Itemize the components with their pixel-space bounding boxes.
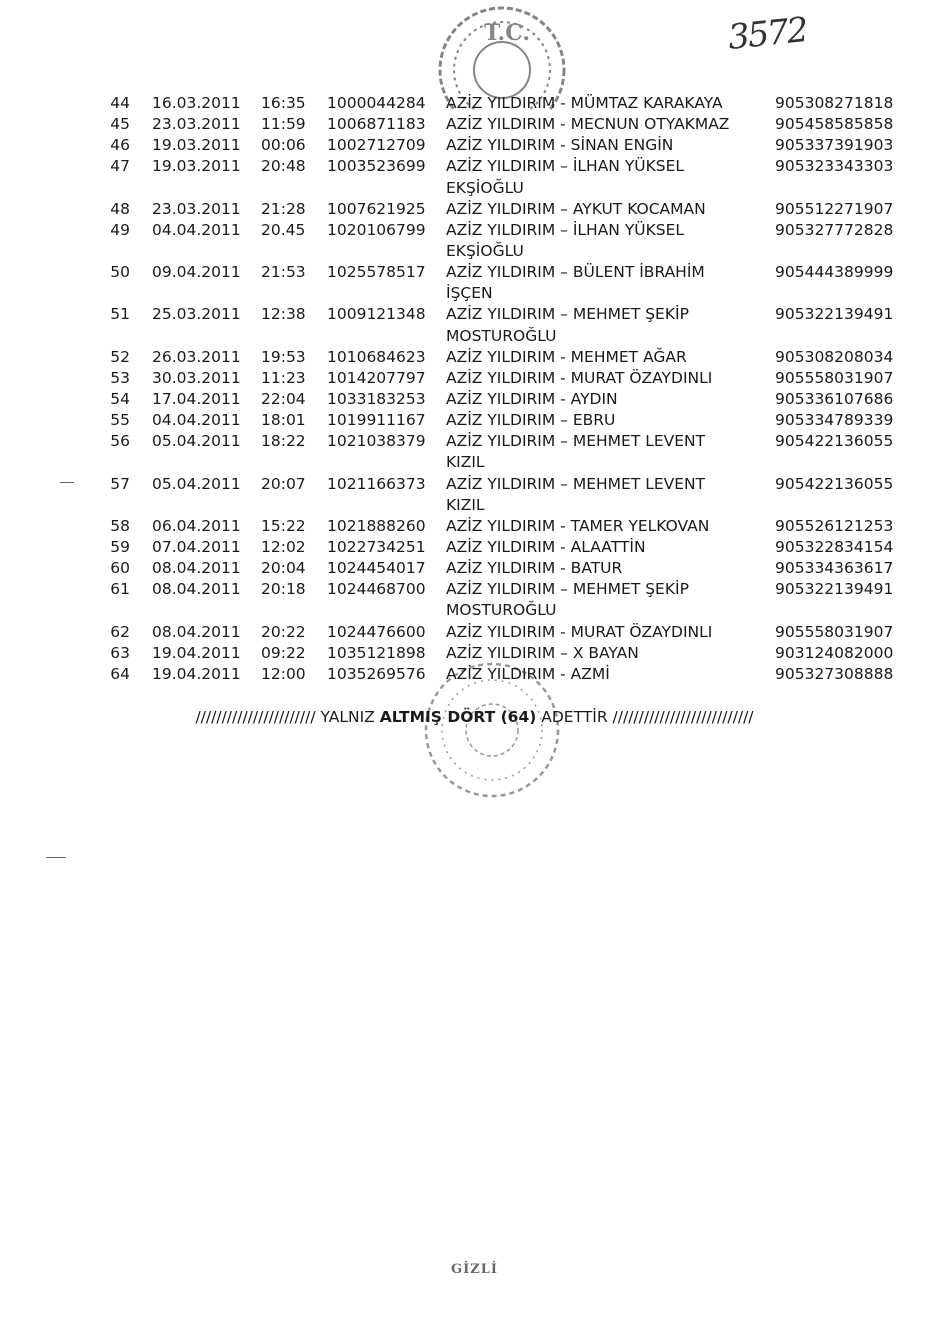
record-date: 25.03.2011 bbox=[152, 305, 241, 324]
record-row bbox=[100, 156, 900, 177]
record-number: 49 bbox=[110, 220, 130, 239]
record-date: 19.04.2011 bbox=[152, 664, 241, 683]
margin-mark bbox=[46, 857, 66, 858]
record-row-continuation bbox=[100, 495, 900, 516]
record-id: 1035269576 bbox=[327, 664, 426, 683]
record-row bbox=[100, 431, 900, 452]
record-row bbox=[100, 516, 900, 537]
record-names: AZİZ YILDIRIM - SİNAN ENGİN bbox=[446, 136, 674, 155]
record-time: 20:22 bbox=[261, 622, 306, 641]
record-names: AZİZ YILDIRIM – MEHMET ŞEKİP bbox=[446, 305, 689, 324]
record-time: 00:06 bbox=[261, 136, 306, 155]
record-id: 1020106799 bbox=[327, 220, 426, 239]
record-phone: 905334789339 bbox=[775, 411, 894, 430]
record-date: 19.03.2011 bbox=[152, 157, 241, 176]
record-row bbox=[100, 410, 900, 431]
record-id: 1014207797 bbox=[327, 368, 426, 387]
record-phone: 905526121253 bbox=[775, 516, 894, 535]
record-id: 1024454017 bbox=[327, 559, 426, 578]
record-row-continuation bbox=[100, 178, 900, 199]
record-names-continuation: EKŞİOĞLU bbox=[446, 178, 524, 197]
record-date: 23.03.2011 bbox=[152, 115, 241, 134]
record-id: 1035121898 bbox=[327, 643, 426, 662]
record-phone: 905444389999 bbox=[775, 263, 894, 282]
record-row bbox=[100, 304, 900, 325]
record-time: 20:48 bbox=[261, 157, 306, 176]
record-number: 60 bbox=[110, 559, 130, 578]
record-phone: 905323343303 bbox=[775, 157, 894, 176]
record-row bbox=[100, 558, 900, 579]
record-phone: 905422136055 bbox=[775, 474, 894, 493]
record-number: 46 bbox=[110, 136, 130, 155]
record-number: 54 bbox=[110, 389, 130, 408]
record-id: 1033183253 bbox=[327, 389, 426, 408]
summary-count: ALTMIŞ DÖRT (64) bbox=[379, 708, 537, 726]
record-names: AZİZ YILDIRIM - BATUR bbox=[446, 559, 623, 578]
record-time: 20:18 bbox=[261, 580, 306, 599]
record-names: AZİZ YILDIRIM - MECNUN OTYAKMAZ bbox=[446, 115, 730, 134]
record-names: AZİZ YILDIRIM - MÜMTAZ KARAKAYA bbox=[446, 94, 723, 112]
record-row bbox=[100, 199, 900, 220]
record-phone: 905327772828 bbox=[775, 220, 894, 239]
record-number: 58 bbox=[110, 516, 130, 535]
record-names: AZİZ YILDIRIM – MEHMET LEVENT bbox=[446, 474, 706, 493]
record-id: 1024476600 bbox=[327, 622, 426, 641]
record-id: 1002712709 bbox=[327, 136, 426, 155]
record-phone: 905336107686 bbox=[775, 389, 894, 408]
record-row-continuation bbox=[100, 283, 900, 304]
record-time: 22:04 bbox=[261, 389, 306, 408]
record-names: AZİZ YILDIRIM - MURAT ÖZAYDINLI bbox=[446, 368, 713, 387]
record-names: AZİZ YILDIRIM - TAMER YELKOVAN bbox=[446, 516, 710, 535]
margin-mark bbox=[60, 482, 74, 483]
record-row bbox=[100, 579, 900, 600]
record-row bbox=[100, 114, 900, 135]
record-names: AZİZ YILDIRIM – İLHAN YÜKSEL bbox=[446, 220, 685, 239]
record-names: AZİZ YILDIRIM – MEHMET ŞEKİP bbox=[446, 580, 689, 599]
record-id: 1010684623 bbox=[327, 347, 426, 366]
record-row bbox=[100, 135, 900, 156]
record-time: 11:23 bbox=[261, 368, 306, 387]
record-row bbox=[100, 664, 900, 685]
record-row bbox=[100, 220, 900, 241]
record-time: 20:07 bbox=[261, 474, 306, 493]
record-id: 1000044284 bbox=[327, 94, 426, 112]
record-phone: 905558031907 bbox=[775, 622, 894, 641]
record-date: 04.04.2011 bbox=[152, 411, 241, 430]
record-time: 19:53 bbox=[261, 347, 306, 366]
record-names: AZİZ YILDIRIM - AYDIN bbox=[446, 389, 618, 408]
record-names: AZİZ YILDIRIM – EBRU bbox=[446, 411, 616, 430]
stamp-text: T.C. bbox=[484, 20, 530, 46]
record-date: 05.04.2011 bbox=[152, 474, 241, 493]
record-names-continuation: İŞÇEN bbox=[446, 284, 493, 303]
record-phone: 905334363617 bbox=[775, 559, 894, 578]
record-list bbox=[100, 93, 900, 685]
record-names-continuation: KIZIL bbox=[446, 453, 485, 472]
record-time: 12:00 bbox=[261, 664, 306, 683]
record-id: 1022734251 bbox=[327, 537, 426, 556]
record-id: 1019911167 bbox=[327, 411, 426, 430]
record-id: 1003523699 bbox=[327, 157, 426, 176]
record-id: 1006871183 bbox=[327, 115, 426, 134]
summary-suffix: ADETTİR /////////////////////////// bbox=[536, 708, 754, 726]
record-date: 23.03.2011 bbox=[152, 199, 241, 218]
record-phone: 905308271818 bbox=[775, 94, 894, 112]
record-row bbox=[100, 643, 900, 664]
record-number: 56 bbox=[110, 432, 130, 451]
record-id: 1021888260 bbox=[327, 516, 426, 535]
record-date: 30.03.2011 bbox=[152, 368, 241, 387]
record-phone: 905558031907 bbox=[775, 368, 894, 387]
record-names: AZİZ YILDIRIM - MURAT ÖZAYDINLI bbox=[446, 622, 713, 641]
record-number: 59 bbox=[110, 537, 130, 556]
record-names: AZİZ YILDIRIM - MEHMET AĞAR bbox=[446, 347, 687, 366]
total-summary-line bbox=[0, 707, 949, 728]
handwritten-page-number: 3572 bbox=[726, 10, 809, 58]
record-row-continuation bbox=[100, 600, 900, 621]
record-phone: 905512271907 bbox=[775, 199, 894, 218]
record-time: 18:01 bbox=[261, 411, 306, 430]
record-names-continuation: MOSTUROĞLU bbox=[446, 326, 557, 345]
record-number: 48 bbox=[110, 199, 130, 218]
record-phone: 905322139491 bbox=[775, 305, 894, 324]
record-names: AZİZ YILDIRIM – İLHAN YÜKSEL bbox=[446, 157, 685, 176]
record-date: 16.03.2011 bbox=[152, 94, 241, 112]
record-names: AZİZ YILDIRIM – AYKUT KOCAMAN bbox=[446, 199, 706, 218]
record-date: 06.04.2011 bbox=[152, 516, 241, 535]
record-phone: 905322139491 bbox=[775, 580, 894, 599]
record-phone: 905337391903 bbox=[775, 136, 894, 155]
record-id: 1024468700 bbox=[327, 580, 426, 599]
record-number: 64 bbox=[110, 664, 130, 683]
record-number: 53 bbox=[110, 368, 130, 387]
record-time: 20.45 bbox=[261, 220, 306, 239]
record-names: AZİZ YILDIRIM - ALAATTİN bbox=[446, 537, 646, 556]
record-time: 12:38 bbox=[261, 305, 306, 324]
record-names-continuation: MOSTUROĞLU bbox=[446, 601, 557, 620]
record-phone: 905458585858 bbox=[775, 115, 894, 134]
record-date: 26.03.2011 bbox=[152, 347, 241, 366]
record-time: 20:04 bbox=[261, 559, 306, 578]
record-row-continuation bbox=[100, 452, 900, 473]
record-phone: 905322834154 bbox=[775, 537, 894, 556]
record-row-continuation bbox=[100, 241, 900, 262]
record-number: 62 bbox=[110, 622, 130, 641]
record-number: 44 bbox=[110, 94, 130, 112]
record-row bbox=[100, 347, 900, 368]
record-time: 16:35 bbox=[261, 94, 306, 112]
record-number: 61 bbox=[110, 580, 130, 599]
record-time: 21:53 bbox=[261, 263, 306, 282]
record-time: 12:02 bbox=[261, 537, 306, 556]
record-date: 19.03.2011 bbox=[152, 136, 241, 155]
record-phone: 905422136055 bbox=[775, 432, 894, 451]
record-date: 04.04.2011 bbox=[152, 220, 241, 239]
record-phone: 905327308888 bbox=[775, 664, 894, 683]
record-row bbox=[100, 262, 900, 283]
record-number: 55 bbox=[110, 411, 130, 430]
record-number: 52 bbox=[110, 347, 130, 366]
record-row bbox=[100, 93, 900, 114]
record-date: 08.04.2011 bbox=[152, 559, 241, 578]
record-names: AZİZ YILDIRIM - AZMİ bbox=[446, 664, 610, 683]
record-names-continuation: EKŞİOĞLU bbox=[446, 241, 524, 260]
record-row-continuation bbox=[100, 326, 900, 347]
record-number: 51 bbox=[110, 305, 130, 324]
record-names-continuation: KIZIL bbox=[446, 495, 485, 514]
record-row bbox=[100, 474, 900, 495]
record-date: 07.04.2011 bbox=[152, 537, 241, 556]
record-phone: 905308208034 bbox=[775, 347, 894, 366]
record-date: 08.04.2011 bbox=[152, 580, 241, 599]
record-date: 17.04.2011 bbox=[152, 389, 241, 408]
record-phone: 903124082000 bbox=[775, 643, 894, 662]
record-number: 63 bbox=[110, 643, 130, 662]
record-number: 47 bbox=[110, 157, 130, 176]
record-id: 1007621925 bbox=[327, 199, 426, 218]
record-date: 08.04.2011 bbox=[152, 622, 241, 641]
record-names: AZİZ YILDIRIM – MEHMET LEVENT bbox=[446, 432, 706, 451]
record-row bbox=[100, 622, 900, 643]
record-number: 57 bbox=[110, 474, 130, 493]
record-time: 15:22 bbox=[261, 516, 306, 535]
record-id: 1025578517 bbox=[327, 263, 426, 282]
record-names: AZİZ YILDIRIM – X BAYAN bbox=[446, 643, 639, 662]
record-time: 11:59 bbox=[261, 115, 306, 134]
record-time: 21:28 bbox=[261, 199, 306, 218]
record-date: 05.04.2011 bbox=[152, 432, 241, 451]
record-number: 45 bbox=[110, 115, 130, 134]
record-row bbox=[100, 368, 900, 389]
record-id: 1009121348 bbox=[327, 305, 426, 324]
summary-prefix: /////////////////////// YALNIZ bbox=[195, 708, 380, 726]
record-names: AZİZ YILDIRIM – BÜLENT İBRAHİM bbox=[446, 263, 705, 282]
record-id: 1021166373 bbox=[327, 474, 426, 493]
record-number: 50 bbox=[110, 263, 130, 282]
record-id: 1021038379 bbox=[327, 432, 426, 451]
record-time: 09:22 bbox=[261, 643, 306, 662]
record-date: 19.04.2011 bbox=[152, 643, 241, 662]
confidential-footer: GİZLİ bbox=[451, 1262, 498, 1277]
record-row bbox=[100, 389, 900, 410]
record-time: 18:22 bbox=[261, 432, 306, 451]
record-row bbox=[100, 537, 900, 558]
record-date: 09.04.2011 bbox=[152, 263, 241, 282]
